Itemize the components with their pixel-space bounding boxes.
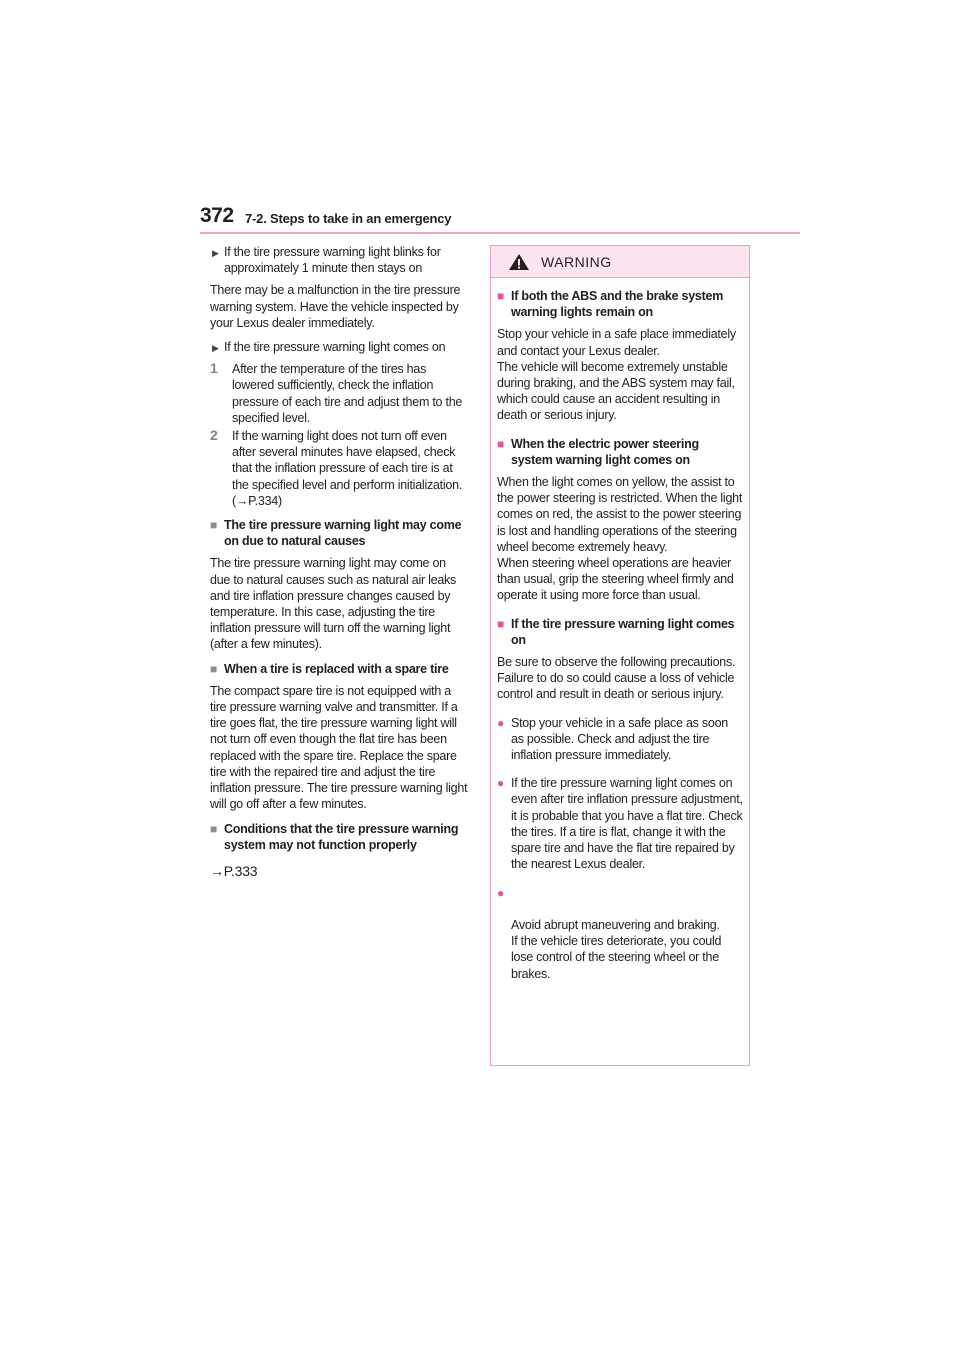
- square-bullet-icon: ■: [210, 518, 217, 533]
- section-heading-text: The tire pressure warning light may come on due to natural causes: [224, 518, 462, 549]
- warning-heading: [497, 288, 743, 320]
- section-title: 7-2. Steps to take in an emergency: [245, 211, 452, 226]
- page-number: 372: [200, 204, 234, 227]
- warning-box: [490, 245, 750, 1066]
- section-heading: [210, 821, 468, 853]
- step-text: After the temperature of the tires has lowered sufficiently, check the inflation pressure of each tire and adjust them to the specified level.: [232, 362, 463, 425]
- warning-paragraph: When the light comes on yellow, the assist to the power steering is restricted. When the light comes on red, the assist to the power steering is lost and handling operations of the steering wheel become extremely heavy. When steering wheel operations are heavier than usual, grip the steering wheel firmly and operate it using more force than usual.: [497, 475, 743, 603]
- paragraph: There may be a malfunction in the tire pressure warning system. Have the vehicle inspected by your Lexus dealer immediately.: [210, 283, 461, 330]
- warning-bullet: [497, 775, 743, 872]
- page-reference: →P.333: [210, 862, 258, 879]
- warning-heading-text: If the tire pressure warning light comes on: [511, 616, 735, 647]
- triangle-bullet-icon: ▶: [212, 248, 219, 258]
- circle-bullet-icon: ●: [497, 776, 504, 791]
- page-header: [200, 204, 800, 236]
- warning-triangle-icon: [508, 253, 530, 276]
- circle-bullet-icon: ●: [497, 715, 504, 730]
- paragraph: The tire pressure warning light may come on due to natural causes such as natural air leaks and tire inflation pressure changes caused by temperature. In this case, adjusting the tire inflation pressure will turn off the warning light (after a few minutes).: [210, 556, 457, 652]
- warning-bullet-text: Stop your vehicle in a safe place as soon as possible. Check and adjust the tire inflation pressure immediately.: [511, 715, 728, 763]
- step-item: [210, 428, 468, 509]
- warning-bullet: [497, 885, 743, 982]
- warning-bullet-text: Avoid abrupt maneuvering and braking. If the vehicle tires deteriorate, you could lose control of the steering wheel or the brakes.: [511, 917, 722, 981]
- warning-heading-text: If both the ABS and the brake system warning lights remain on: [511, 289, 724, 320]
- subheading: [210, 339, 468, 355]
- subheading: [210, 244, 468, 276]
- circle-bullet-icon: ●: [497, 885, 504, 900]
- warning-bullet-text: If the tire pressure warning light comes on even after tire inflation pressure adjustment, it is probable that you have a flat tire. Check the tires. If a tire is flat, change it with the spare tire and have the flat tire repaired by the nearest Lexus dealer.: [511, 776, 743, 872]
- warning-bullet: [497, 715, 743, 764]
- warning-paragraph: Stop your vehicle in a safe place immediately and contact your Lexus dealer. The vehicle will become extremely unstable during braking, and the ABS system may fail, which could cause an accident resulting in death or serious injury.: [497, 327, 736, 423]
- header-divider: [200, 232, 800, 234]
- warning-header: [491, 246, 749, 278]
- section-heading: [210, 661, 468, 677]
- section-heading-text: When a tire is replaced with a spare tire: [224, 661, 449, 676]
- triangle-bullet-icon: ▶: [212, 343, 219, 354]
- subheading-text: If the tire pressure warning light blinks for approximately 1 minute then stays on: [224, 245, 441, 276]
- paragraph: The compact spare tire is not equipped with a tire pressure warning valve and transmitter. If a tire goes flat, the tire pressure warning light will not turn off even though the flat tire has been replaced with the spare tire. Replace the spare tire with the repaired tire and adjust the tire inflation pressure. The tire pressure warning light will go off after a few minutes.: [210, 683, 468, 812]
- square-bullet-icon: ■: [210, 821, 217, 836]
- square-bullet-icon: ■: [497, 436, 504, 451]
- warning-paragraph: Be sure to observe the following precautions. Failure to do so could cause a loss of vehicle control and result in death or serious injury.: [497, 655, 736, 702]
- step-text: If the warning light does not turn off even after several minutes have elapsed, check that the inflation pressure of each tire is at the specified level and perform initialization. (→P.334): [232, 429, 463, 508]
- section-heading: [210, 517, 468, 549]
- square-bullet-icon: ■: [210, 661, 217, 676]
- warning-heading: [497, 436, 743, 468]
- warning-heading-text: When the electric power steering system warning light comes on: [511, 436, 699, 467]
- subheading-text: If the tire pressure warning light comes on: [224, 340, 446, 355]
- left-column: [210, 244, 468, 879]
- square-bullet-icon: ■: [497, 616, 504, 631]
- warning-title: WARNING: [541, 254, 612, 270]
- warning-body: [491, 278, 749, 982]
- warning-heading: [497, 616, 743, 648]
- step-number: 2: [210, 427, 218, 444]
- step-number: 1: [210, 360, 218, 377]
- section-heading-text: Conditions that the tire pressure warning system may not function properly: [224, 821, 459, 852]
- step-item: [210, 361, 468, 426]
- square-bullet-icon: ■: [497, 289, 504, 303]
